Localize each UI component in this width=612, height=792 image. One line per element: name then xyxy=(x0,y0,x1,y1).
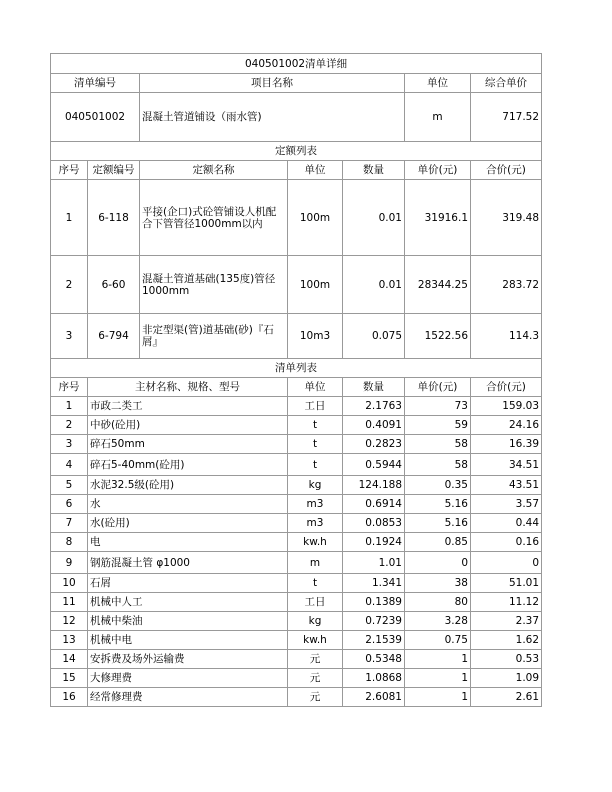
material-unit: 工日 xyxy=(288,593,343,612)
material-unit: 工日 xyxy=(288,397,343,416)
material-name: 中砂(砼用) xyxy=(88,416,288,435)
material-total: 0 xyxy=(471,552,542,574)
item-name: 混凝土管道铺设（雨水管) xyxy=(140,93,405,142)
quota-name: 非定型渠(管)道基础(砂)『石屑』 xyxy=(140,314,288,359)
material-name: 机械中人工 xyxy=(88,593,288,612)
material-price: 73 xyxy=(405,397,471,416)
material-price: 58 xyxy=(405,454,471,476)
material-total: 16.39 xyxy=(471,435,542,454)
header-name: 项目名称 xyxy=(140,74,405,93)
material-row xyxy=(51,514,542,533)
quota-header-total: 合价(元) xyxy=(471,161,542,180)
material-total: 51.01 xyxy=(471,574,542,593)
material-seq: 5 xyxy=(51,476,88,495)
material-header-price: 单价(元) xyxy=(405,378,471,397)
material-name: 碎石50mm xyxy=(88,435,288,454)
quota-row xyxy=(51,256,542,314)
material-total: 0.16 xyxy=(471,533,542,552)
material-seq: 10 xyxy=(51,574,88,593)
material-price: 5.16 xyxy=(405,514,471,533)
material-price: 1 xyxy=(405,688,471,707)
material-total: 1.09 xyxy=(471,669,542,688)
material-unit: kw.h xyxy=(288,533,343,552)
quota-name: 平接(企口)式砼管铺设人机配合下管管径1000mm以内 xyxy=(140,180,288,256)
material-total: 11.12 xyxy=(471,593,542,612)
material-row xyxy=(51,552,542,574)
material-total: 0.53 xyxy=(471,650,542,669)
material-header-unit: 单位 xyxy=(288,378,343,397)
material-total: 1.62 xyxy=(471,631,542,650)
material-list xyxy=(51,397,542,707)
material-row xyxy=(51,476,542,495)
material-unit: 元 xyxy=(288,650,343,669)
material-qty: 0.0853 xyxy=(343,514,405,533)
main-header-row xyxy=(51,74,542,93)
quota-price: 28344.25 xyxy=(405,256,471,314)
material-total: 2.61 xyxy=(471,688,542,707)
detail-table xyxy=(50,53,542,707)
quota-qty: 0.01 xyxy=(343,180,405,256)
material-qty: 0.1924 xyxy=(343,533,405,552)
material-total: 0.44 xyxy=(471,514,542,533)
material-qty: 0.5944 xyxy=(343,454,405,476)
quota-total: 283.72 xyxy=(471,256,542,314)
material-unit: kw.h xyxy=(288,631,343,650)
material-row xyxy=(51,669,542,688)
material-name: 经常修理费 xyxy=(88,688,288,707)
material-seq: 13 xyxy=(51,631,88,650)
quota-code: 6-118 xyxy=(88,180,140,256)
quota-section-title: 定额列表 xyxy=(51,142,542,161)
material-price: 0.75 xyxy=(405,631,471,650)
quota-seq: 2 xyxy=(51,256,88,314)
material-name: 石屑 xyxy=(88,574,288,593)
quota-qty: 0.01 xyxy=(343,256,405,314)
material-name: 安拆费及场外运输费 xyxy=(88,650,288,669)
material-name: 钢筋混凝土管 φ1000 xyxy=(88,552,288,574)
material-qty: 2.1539 xyxy=(343,631,405,650)
material-unit: t xyxy=(288,435,343,454)
material-price: 0 xyxy=(405,552,471,574)
material-total: 34.51 xyxy=(471,454,542,476)
material-unit: kg xyxy=(288,612,343,631)
material-row xyxy=(51,533,542,552)
material-row xyxy=(51,416,542,435)
material-header-seq: 序号 xyxy=(51,378,88,397)
material-row xyxy=(51,435,542,454)
material-qty: 1.341 xyxy=(343,574,405,593)
material-name: 大修理费 xyxy=(88,669,288,688)
material-seq: 11 xyxy=(51,593,88,612)
material-seq: 12 xyxy=(51,612,88,631)
quota-section-row xyxy=(51,142,542,161)
material-name: 碎石5-40mm(砼用) xyxy=(88,454,288,476)
material-seq: 15 xyxy=(51,669,88,688)
material-row xyxy=(51,650,542,669)
material-row xyxy=(51,688,542,707)
material-unit: m xyxy=(288,552,343,574)
material-section-title: 清单列表 xyxy=(51,359,542,378)
material-seq: 8 xyxy=(51,533,88,552)
material-price: 38 xyxy=(405,574,471,593)
material-name: 水 xyxy=(88,495,288,514)
material-price: 58 xyxy=(405,435,471,454)
material-unit: t xyxy=(288,454,343,476)
header-unit: 单位 xyxy=(405,74,471,93)
material-unit: 元 xyxy=(288,669,343,688)
material-price: 5.16 xyxy=(405,495,471,514)
quota-name: 混凝土管道基础(135度)管径1000mm xyxy=(140,256,288,314)
material-price: 1 xyxy=(405,650,471,669)
material-qty: 1.01 xyxy=(343,552,405,574)
material-qty: 0.1389 xyxy=(343,593,405,612)
material-seq: 2 xyxy=(51,416,88,435)
material-seq: 3 xyxy=(51,435,88,454)
main-item-row xyxy=(51,93,542,142)
material-seq: 16 xyxy=(51,688,88,707)
quota-total: 114.3 xyxy=(471,314,542,359)
material-qty: 0.6914 xyxy=(343,495,405,514)
title-row xyxy=(51,54,542,74)
material-price: 1 xyxy=(405,669,471,688)
quota-unit: 10m3 xyxy=(288,314,343,359)
quota-header-price: 单价(元) xyxy=(405,161,471,180)
material-price: 59 xyxy=(405,416,471,435)
header-price: 综合单价 xyxy=(471,74,542,93)
material-seq: 1 xyxy=(51,397,88,416)
material-row xyxy=(51,574,542,593)
material-price: 0.85 xyxy=(405,533,471,552)
item-unit: m xyxy=(405,93,471,142)
quota-header-seq: 序号 xyxy=(51,161,88,180)
quota-price: 31916.1 xyxy=(405,180,471,256)
material-qty: 0.7239 xyxy=(343,612,405,631)
material-row xyxy=(51,593,542,612)
material-qty: 1.0868 xyxy=(343,669,405,688)
quota-row xyxy=(51,314,542,359)
material-name: 水(砼用) xyxy=(88,514,288,533)
material-row xyxy=(51,454,542,476)
material-row xyxy=(51,612,542,631)
item-code: 040501002 xyxy=(51,93,140,142)
material-name: 电 xyxy=(88,533,288,552)
quota-header-name: 定额名称 xyxy=(140,161,288,180)
material-seq: 6 xyxy=(51,495,88,514)
quota-header-unit: 单位 xyxy=(288,161,343,180)
material-header-qty: 数量 xyxy=(343,378,405,397)
material-row xyxy=(51,397,542,416)
material-unit: t xyxy=(288,416,343,435)
material-name: 机械中电 xyxy=(88,631,288,650)
material-price: 80 xyxy=(405,593,471,612)
material-section-row xyxy=(51,359,542,378)
material-total: 2.37 xyxy=(471,612,542,631)
material-row xyxy=(51,495,542,514)
material-unit: m3 xyxy=(288,514,343,533)
material-unit: t xyxy=(288,574,343,593)
material-name: 市政二类工 xyxy=(88,397,288,416)
material-qty: 2.6081 xyxy=(343,688,405,707)
quota-seq: 3 xyxy=(51,314,88,359)
material-qty: 0.2823 xyxy=(343,435,405,454)
material-header-name: 主材名称、规格、型号 xyxy=(88,378,288,397)
quota-row xyxy=(51,180,542,256)
material-row xyxy=(51,631,542,650)
material-total: 43.51 xyxy=(471,476,542,495)
material-seq: 9 xyxy=(51,552,88,574)
material-qty: 124.188 xyxy=(343,476,405,495)
material-unit: kg xyxy=(288,476,343,495)
quota-unit: 100m xyxy=(288,180,343,256)
material-seq: 7 xyxy=(51,514,88,533)
material-header-row xyxy=(51,378,542,397)
material-total: 159.03 xyxy=(471,397,542,416)
item-price: 717.52 xyxy=(471,93,542,142)
material-qty: 0.4091 xyxy=(343,416,405,435)
material-total: 3.57 xyxy=(471,495,542,514)
material-header-total: 合价(元) xyxy=(471,378,542,397)
quota-total: 319.48 xyxy=(471,180,542,256)
material-name: 机械中柴油 xyxy=(88,612,288,631)
quota-unit: 100m xyxy=(288,256,343,314)
quota-header-row xyxy=(51,161,542,180)
material-unit: 元 xyxy=(288,688,343,707)
material-total: 24.16 xyxy=(471,416,542,435)
material-qty: 0.5348 xyxy=(343,650,405,669)
quota-price: 1522.56 xyxy=(405,314,471,359)
header-code: 清单编号 xyxy=(51,74,140,93)
sheet-title: 040501002清单详细 xyxy=(51,54,542,74)
quota-code: 6-60 xyxy=(88,256,140,314)
material-price: 0.35 xyxy=(405,476,471,495)
quota-code: 6-794 xyxy=(88,314,140,359)
material-name: 水泥32.5级(砼用) xyxy=(88,476,288,495)
material-seq: 14 xyxy=(51,650,88,669)
material-price: 3.28 xyxy=(405,612,471,631)
quota-header-code: 定额编号 xyxy=(88,161,140,180)
quota-header-qty: 数量 xyxy=(343,161,405,180)
material-seq: 4 xyxy=(51,454,88,476)
material-qty: 2.1763 xyxy=(343,397,405,416)
quota-qty: 0.075 xyxy=(343,314,405,359)
material-unit: m3 xyxy=(288,495,343,514)
quota-seq: 1 xyxy=(51,180,88,256)
